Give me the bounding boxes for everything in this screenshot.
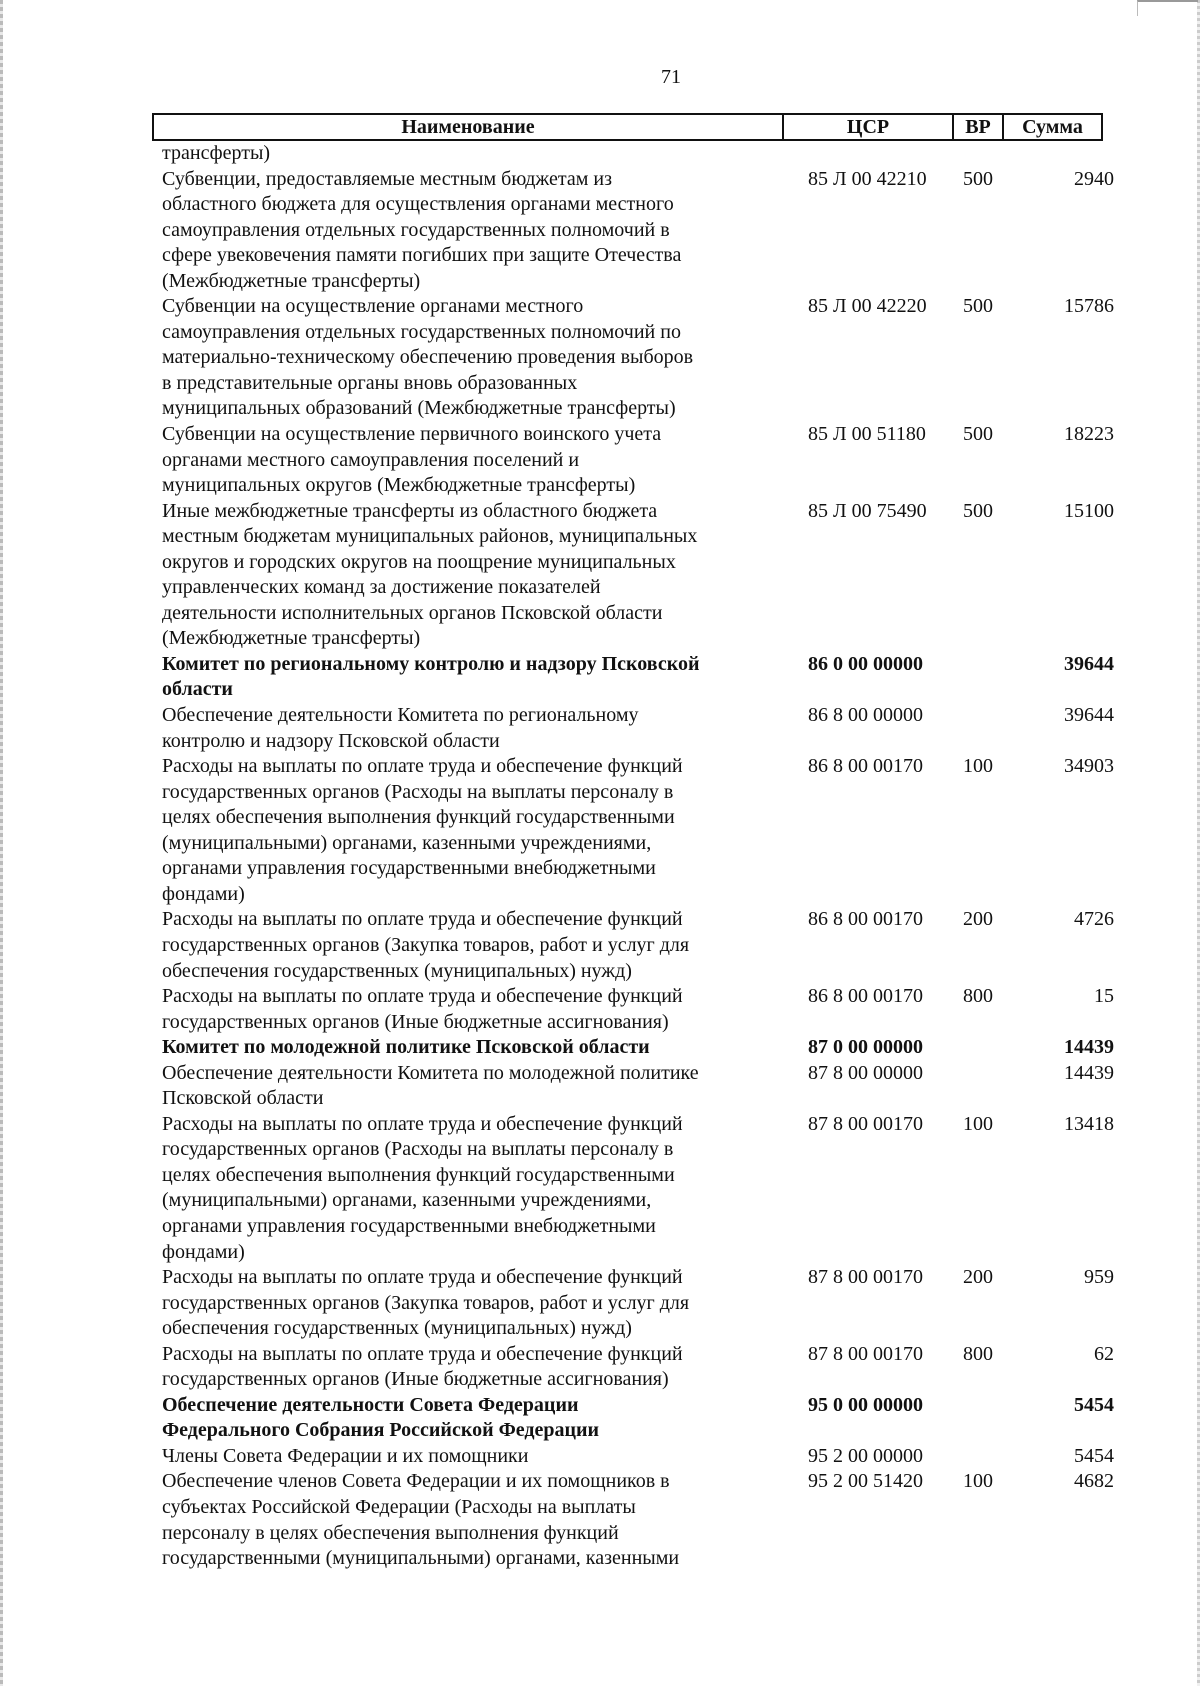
row-name-line: материально-техническому обеспечению проведения выборов (162, 346, 694, 369)
row-name (162, 703, 762, 754)
table-row (162, 422, 1122, 499)
table-row (162, 907, 1122, 984)
row-name-line: государственных органов (Иные бюджетные ассигнования) (162, 1010, 669, 1033)
row-sum: 4726 (1074, 908, 1114, 931)
row-csr: 85 Л 00 51180 (808, 423, 926, 446)
row-name-line: обеспечения государственных (муниципальных) нужд) (162, 959, 632, 982)
row-sum: 18223 (1064, 423, 1114, 446)
row-name-line: Расходы на выплаты по оплате труда и обеспечение функций (162, 1112, 683, 1135)
row-name-line: (Межбюджетные трансферты) (162, 269, 421, 292)
row-name-line: Комитет по региональному контролю и надзору Псковской (162, 652, 700, 675)
scan-left-edge (0, 0, 3, 1686)
row-name-line: органами управления государственными внебюджетными (162, 857, 656, 880)
row-vr: 500 (963, 167, 993, 190)
row-name-line: трансферты) (162, 142, 271, 164)
row-name-line: обеспечения государственных (муниципальных) нужд) (162, 1317, 632, 1340)
row-name-line: Псковской области (162, 1087, 324, 1110)
table-header (152, 113, 1103, 141)
row-name (162, 1444, 762, 1470)
row-name-line: Субвенции, предоставляемые местным бюджетам из (162, 167, 612, 190)
row-name (162, 984, 762, 1035)
row-name-line: Обеспечение членов Совета Федерации и их помощников в (162, 1470, 670, 1493)
row-sum: 2940 (1074, 167, 1114, 190)
row-sum: 15 (1094, 985, 1114, 1008)
row-name-line: Обеспечение деятельности Комитета по региональному (162, 704, 639, 727)
row-name-line: Федерального Собрания Российской Федерации (162, 1419, 600, 1442)
row-name-line: Члены Совета Федерации и их помощники (162, 1444, 529, 1467)
row-sum: 5454 (1074, 1393, 1114, 1416)
row-vr: 500 (963, 295, 993, 318)
row-csr: 95 2 00 51420 (808, 1470, 923, 1493)
row-csr: 85 Л 00 42210 (808, 167, 927, 190)
row-name-line: государственных органов (Расходы на выплаты персоналу в (162, 780, 674, 803)
row-csr: 85 Л 00 42220 (808, 295, 927, 318)
table-row (162, 984, 1122, 1035)
row-name-line: Расходы на выплаты по оплате труда и обеспечение функций (162, 755, 683, 778)
row-vr: 800 (963, 1342, 993, 1365)
row-vr: 800 (963, 985, 993, 1008)
row-name (162, 1265, 762, 1342)
row-sum: 959 (1084, 1266, 1114, 1289)
row-csr: 95 0 00 00000 (808, 1393, 923, 1416)
row-vr: 200 (963, 1266, 993, 1289)
header-sum: Сумма (1022, 116, 1083, 138)
row-csr: 86 8 00 00000 (808, 704, 923, 727)
row-sum: 39644 (1064, 704, 1114, 727)
row-name-line: субъектах Российской Федерации (Расходы на выплаты (162, 1495, 636, 1518)
row-name (162, 141, 762, 167)
row-name-line: Расходы на выплаты по оплате труда и обеспечение функций (162, 985, 683, 1008)
row-sum: 4682 (1074, 1470, 1114, 1493)
row-name (162, 499, 762, 652)
row-name (162, 754, 762, 907)
row-name-line: Расходы на выплаты по оплате труда и обеспечение функций (162, 1342, 683, 1365)
row-vr: 100 (963, 1112, 993, 1135)
table-row (162, 141, 1122, 167)
row-name (162, 1393, 762, 1444)
row-name-line: областного бюджета для осуществления органами местного (162, 193, 674, 216)
table-row (162, 1469, 1122, 1571)
row-sum: 14439 (1064, 1036, 1114, 1059)
row-sum: 13418 (1064, 1112, 1114, 1135)
row-csr: 85 Л 00 75490 (808, 499, 927, 522)
row-csr: 95 2 00 00000 (808, 1444, 923, 1467)
table-row (162, 1444, 1122, 1470)
row-vr: 500 (963, 499, 993, 522)
row-name-line: в представительные органы вновь образованных (162, 371, 578, 394)
row-name-line: Иные межбюджетные трансферты из областного бюджета (162, 499, 658, 522)
row-csr: 87 8 00 00170 (808, 1112, 923, 1135)
table-body (162, 141, 1122, 1572)
row-name-line: Субвенции на осуществление первичного воинского учета (162, 423, 662, 446)
row-sum: 15786 (1064, 295, 1114, 318)
row-name-line: Субвенции на осуществление органами местного (162, 295, 584, 318)
row-name-line: (муниципальными) органами, казенными учреждениями, (162, 831, 652, 854)
header-vr: ВР (954, 115, 1004, 139)
table-row (162, 1112, 1122, 1265)
row-sum: 34903 (1064, 755, 1114, 778)
row-name (162, 422, 762, 499)
row-name-line: самоуправления отдельных государственных полномочий в (162, 218, 670, 241)
table-row (162, 703, 1122, 754)
table-row (162, 754, 1122, 907)
row-name-line: Расходы на выплаты по оплате труда и обеспечение функций (162, 908, 683, 931)
scan-corner-mark (1137, 0, 1198, 16)
row-name-line: Расходы на выплаты по оплате труда и обеспечение функций (162, 1266, 683, 1289)
row-csr: 87 0 00 00000 (808, 1036, 923, 1059)
row-name-line: органами управления государственными внебюджетными (162, 1214, 656, 1237)
row-name (162, 1035, 762, 1061)
row-vr: 100 (963, 1470, 993, 1493)
row-name-line: (муниципальными) органами, казенными учреждениями, (162, 1189, 652, 1212)
row-name (162, 1342, 762, 1393)
table-row (162, 167, 1122, 295)
row-name-line: государственных органов (Закупка товаров, работ и услуг для (162, 933, 690, 956)
table-row (162, 652, 1122, 703)
row-name-line: фондами) (162, 882, 245, 905)
row-name (162, 167, 762, 295)
table-row (162, 499, 1122, 652)
row-name-line: округов и городских округов на поощрение муниципальных (162, 550, 676, 573)
row-name-line: местным бюджетам муниципальных районов, муниципальных (162, 525, 698, 548)
row-csr: 86 8 00 00170 (808, 908, 923, 931)
row-csr: 86 8 00 00170 (808, 985, 923, 1008)
row-name-line: государственных органов (Иные бюджетные ассигнования) (162, 1368, 669, 1391)
row-name (162, 907, 762, 984)
row-sum: 14439 (1064, 1061, 1114, 1084)
row-csr: 87 8 00 00170 (808, 1342, 923, 1365)
table-row (162, 294, 1122, 422)
row-name-line: государственных органов (Расходы на выплаты персоналу в (162, 1138, 674, 1161)
table-row (162, 1061, 1122, 1112)
row-vr: 200 (963, 908, 993, 931)
row-name-line: деятельности исполнительных органов Псковской области (162, 601, 663, 624)
row-name-line: Обеспечение деятельности Комитета по молодежной политике (162, 1061, 699, 1084)
row-vr: 100 (963, 755, 993, 778)
row-name (162, 1112, 762, 1265)
row-name-line: органами местного самоуправления поселений и (162, 448, 580, 471)
row-name (162, 1469, 762, 1571)
row-name-line: фондами) (162, 1240, 245, 1263)
row-name-line: контролю и надзору Псковской области (162, 729, 500, 752)
row-name-line: муниципальных округов (Межбюджетные трансферты) (162, 474, 636, 497)
row-name-line: персоналу в целях обеспечения выполнения функций (162, 1521, 619, 1544)
row-name-line: (Межбюджетные трансферты) (162, 627, 421, 650)
row-name-line: Обеспечение деятельности Совета Федерации (162, 1393, 579, 1416)
row-name-line: управленческих команд за достижение показателей (162, 576, 601, 599)
page-number: 71 (661, 66, 681, 88)
row-csr: 87 8 00 00170 (808, 1266, 923, 1289)
row-csr: 86 8 00 00170 (808, 755, 923, 778)
row-name-line: самоуправления отдельных государственных полномочий по (162, 320, 681, 343)
row-name-line: целях обеспечения выполнения функций государственными (162, 1163, 675, 1186)
row-name (162, 652, 762, 703)
row-sum: 62 (1094, 1342, 1114, 1365)
table-row (162, 1393, 1122, 1444)
table-row (162, 1342, 1122, 1393)
row-name-line: области (162, 678, 233, 701)
header-name: Наименование (154, 115, 784, 139)
row-vr: 500 (963, 423, 993, 446)
row-sum: 39644 (1064, 652, 1114, 675)
row-name (162, 294, 762, 422)
row-name-line: государственных органов (Закупка товаров, работ и услуг для (162, 1291, 690, 1314)
row-name-line: муниципальных образований (Межбюджетные трансферты) (162, 397, 676, 420)
table-row (162, 1035, 1122, 1061)
row-sum: 15100 (1064, 499, 1114, 522)
header-csr: ЦСР (784, 115, 954, 139)
row-name (162, 1061, 762, 1112)
table-row (162, 1265, 1122, 1342)
row-name-line: сфере увековечения памяти погибших при защите Отечества (162, 244, 682, 267)
row-csr: 86 0 00 00000 (808, 652, 923, 675)
row-name-line: целях обеспечения выполнения функций государственными (162, 806, 675, 829)
row-name-line: Комитет по молодежной политике Псковской области (162, 1036, 650, 1059)
row-csr: 87 8 00 00000 (808, 1061, 923, 1084)
row-sum: 5454 (1074, 1444, 1114, 1467)
row-name-line: государственными (муниципальными) органами, казенными (162, 1547, 680, 1570)
